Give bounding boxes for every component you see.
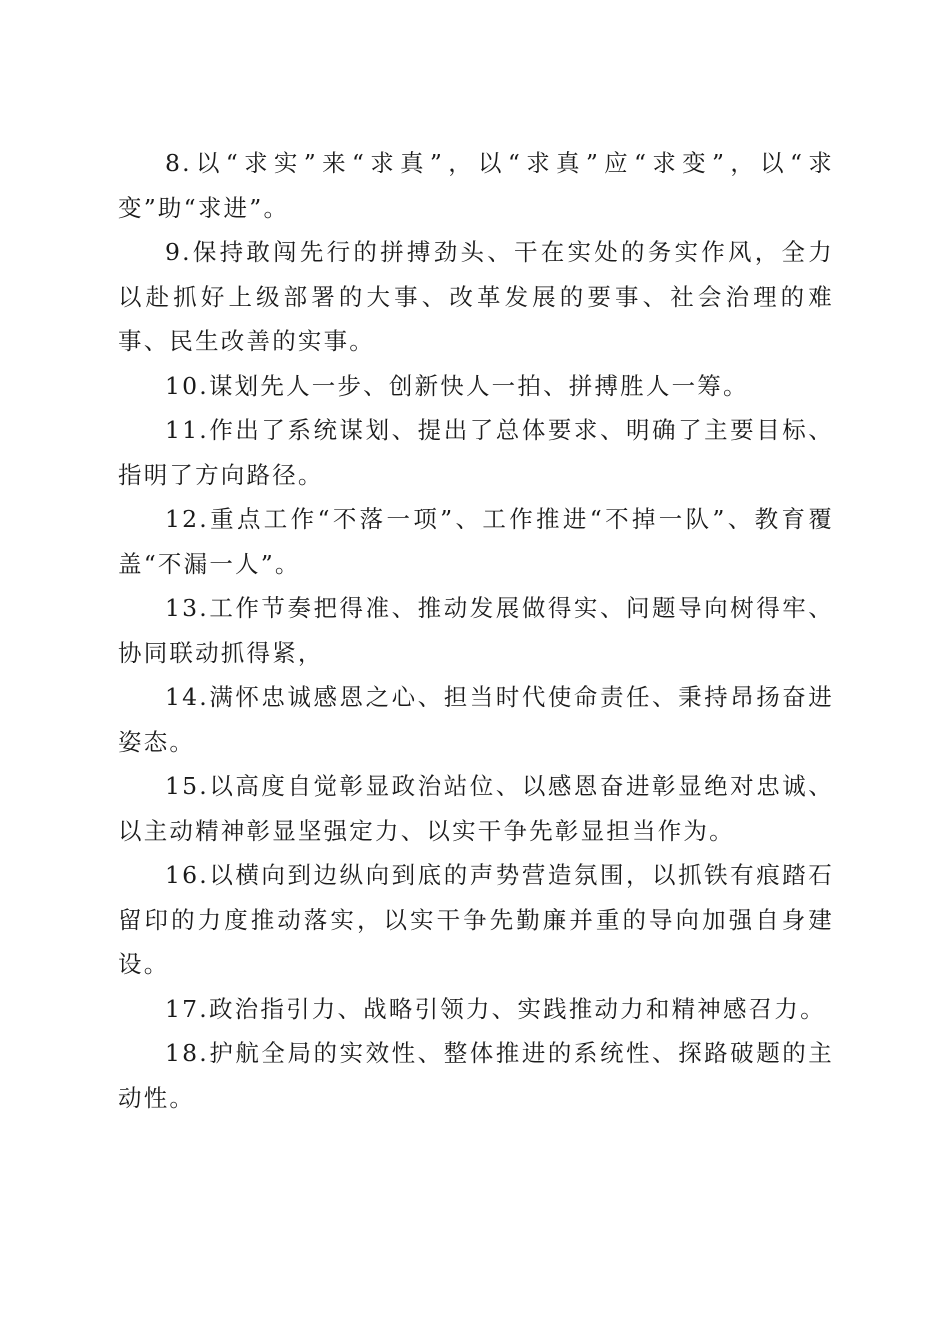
paragraph-17: 17.政治指引力、战略引领力、实践推动力和精神感召力。 [165, 994, 826, 1023]
paragraph-14: 14.满怀忠诚感恩之心、担当时代使命责任、秉持昂扬奋进姿态。 [118, 683, 834, 756]
paragraph-9: 9.保持敢闯先行的拼搏劲头、干在实处的务实作风，全力以赴抓好上级部署的大事、改革发展的要事、社会治理的难事、民生改善的实事。 [118, 238, 834, 355]
paragraph-12: 12.重点工作“不落一项”、工作推进“不掉一队”、教育覆盖“不漏一人”。 [118, 505, 834, 578]
paragraph-11: 11.作出了系统谋划、提出了总体要求、明确了主要目标、指明了方向路径。 [118, 416, 834, 489]
paragraph-10: 10.谋划先人一步、创新快人一拍、拼搏胜人一筹。 [165, 371, 749, 400]
document-page [118, 141, 834, 1120]
paragraph-18: 18.护航全局的实效性、整体推进的系统性、探路破题的主动性。 [118, 1039, 834, 1112]
paragraph-13: 13.工作节奏把得准、推动发展做得实、问题导向树得牢、协同联动抓得紧， [118, 594, 834, 667]
paragraph-15: 15.以高度自觉彰显政治站位、以感恩奋进彰显绝对忠诚、以主动精神彰显坚强定力、以实干争先彰显担当作为。 [118, 772, 834, 845]
paragraph-16: 16.以横向到边纵向到底的声势营造氛围，以抓铁有痕踏石留印的力度推动落实，以实干争先勤廉并重的导向加强自身建设。 [118, 861, 834, 978]
paragraph-8: 8.以“求实”来“求真”，以“求真”应“求变”，以“求变”助“求进”。 [118, 149, 834, 222]
